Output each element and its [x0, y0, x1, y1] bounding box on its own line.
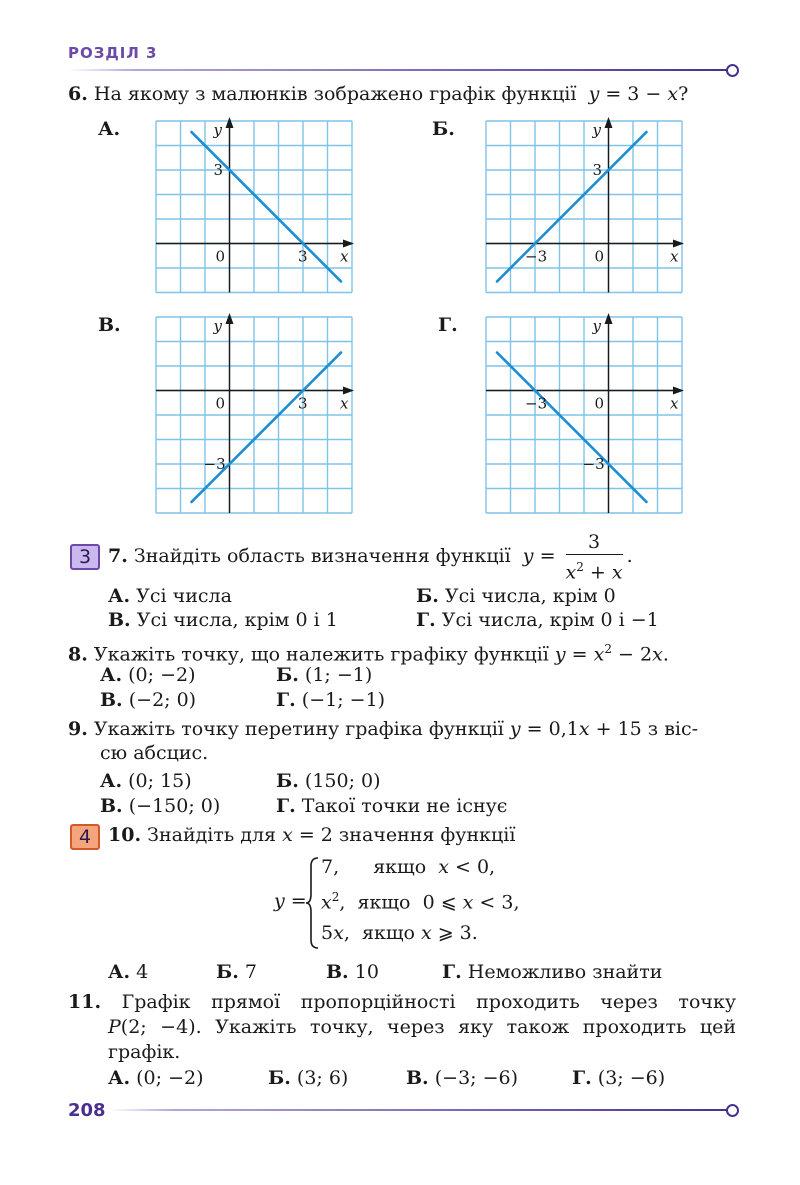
question-text: На якому з малюнків зображено графік функції [93, 83, 577, 105]
x-tick-label: 3 [298, 247, 308, 266]
difficulty-level-4-badge: 4 [70, 824, 100, 850]
q11-option-g: Г. (3; −6) [572, 1067, 666, 1089]
q10-option-b: Б. 7 [216, 961, 257, 983]
piecewise-y-equals: y = [274, 890, 307, 912]
q10-option-g: Г. Неможливо знайти [442, 961, 663, 983]
graph-label-a: А. [98, 118, 121, 140]
question-text: Знайдіть область визначення функції [133, 545, 511, 568]
question-11: 11. Графік прямої пропорційності проходить через точку [68, 991, 736, 1013]
q8-option-v: В. (−2; 0) [100, 689, 197, 711]
q11-option-v: В. (−3; −6) [406, 1067, 519, 1089]
y-axis-arrow [226, 313, 234, 324]
page-number: 208 [68, 1100, 106, 1121]
header-rule [68, 69, 728, 71]
footer-rule [110, 1109, 730, 1111]
header-rule-end [726, 64, 739, 77]
function-line [497, 132, 646, 281]
origin-label: 0 [215, 394, 226, 413]
x-tick-label: −3 [525, 394, 548, 413]
q9-option-v: В. (−150; 0) [100, 795, 221, 817]
x-axis-label: x [340, 394, 349, 413]
function-line [192, 132, 341, 281]
graph-label-v: В. [98, 314, 121, 336]
graph-v [150, 311, 360, 522]
x-tick-label: 3 [298, 394, 308, 413]
q8-option-g: Г. (−1; −1) [276, 689, 386, 711]
y-axis-label: y [213, 121, 222, 139]
q11-option-b: Б. (3; 6) [268, 1067, 349, 1089]
question-number: 6. [68, 83, 88, 105]
y-axis-arrow [605, 117, 613, 128]
origin-label: 0 [215, 247, 226, 266]
graph-label-b: Б. [432, 118, 455, 140]
graph-g [480, 311, 690, 522]
section-title: РОЗДІЛ 3 [68, 44, 158, 62]
question-11-line-3: графік. [108, 1041, 181, 1063]
piecewise-brace [305, 856, 321, 950]
graph-a [150, 115, 360, 300]
y-axis-label: y [592, 121, 601, 139]
function-line [192, 353, 341, 502]
x-axis-label: x [340, 247, 349, 266]
q7-option-a: А. Усі числа [108, 585, 232, 607]
y-axis-label: y [213, 317, 222, 335]
question-11-line-2: P(2; −4). Укажіть точку, через яку також проходить цей [108, 1016, 736, 1038]
q7-option-b: Б. Усі числа, крім 0 [416, 585, 616, 607]
question-9: 9. Укажіть точку перетину графіка функції y = 0,1x + 15 з віс- [68, 718, 699, 740]
y-tick-label: 3 [213, 161, 224, 179]
piecewise-case-1: 7, якщо x < 0, [321, 856, 496, 878]
question-number: 7. [108, 545, 128, 568]
formula: y = 3 − x? [588, 83, 689, 105]
q8-option-b: Б. (1; −1) [276, 664, 373, 686]
q7-option-g: Г. Усі числа, крім 0 і −1 [416, 609, 659, 631]
origin-label: 0 [594, 247, 605, 266]
q10-option-a: А. 4 [108, 961, 149, 983]
question-7: 7. Знайдіть область визначення функції y = $\frac{3}{x^2 + x}$ . [108, 531, 633, 584]
y-tick-label: −3 [582, 455, 605, 473]
fraction: $\frac{3}{x^2 + x}$ [565, 531, 623, 584]
q9-option-g: Г. Такої точки не існує [276, 795, 508, 817]
y-tick-label: 3 [592, 161, 603, 179]
question-9-line-2: сю абсцис. [100, 742, 209, 764]
question-8: 8. Укажіть точку, що належить графіку функції $y = x^2 - 2x$. [68, 642, 669, 666]
graph-b [480, 115, 690, 300]
graph-label-g: Г. [438, 314, 458, 336]
q9-option-b: Б. (150; 0) [276, 770, 381, 792]
q10-option-v: В. 10 [326, 961, 379, 983]
piecewise-case-3: 5x, якщо x ⩾ 3. [321, 922, 478, 944]
function-line [497, 353, 646, 502]
footer-rule-end [726, 1104, 739, 1117]
x-tick-label: −3 [525, 247, 548, 266]
x-axis-label: x [670, 247, 679, 266]
q7-option-v: В. Усі числа, крім 0 і 1 [108, 609, 338, 631]
origin-label: 0 [594, 394, 605, 413]
y-axis-arrow [226, 117, 234, 128]
question-6 [68, 82, 688, 106]
y-axis-arrow [605, 313, 613, 324]
x-axis-label: x [670, 394, 679, 413]
q9-option-a: А. (0; 15) [100, 770, 192, 792]
piecewise-case-2: $x^2$, якщо 0 ⩽ x < 3, [321, 890, 520, 914]
q11-option-a: А. (0; −2) [108, 1067, 204, 1089]
y-axis-label: y [592, 317, 601, 335]
y-tick-label: −3 [203, 455, 226, 473]
difficulty-level-3-badge: 3 [70, 544, 100, 570]
q8-option-a: А. (0; −2) [100, 664, 196, 686]
question-10: 10. Знайдіть для x = 2 значення функції [108, 824, 516, 846]
